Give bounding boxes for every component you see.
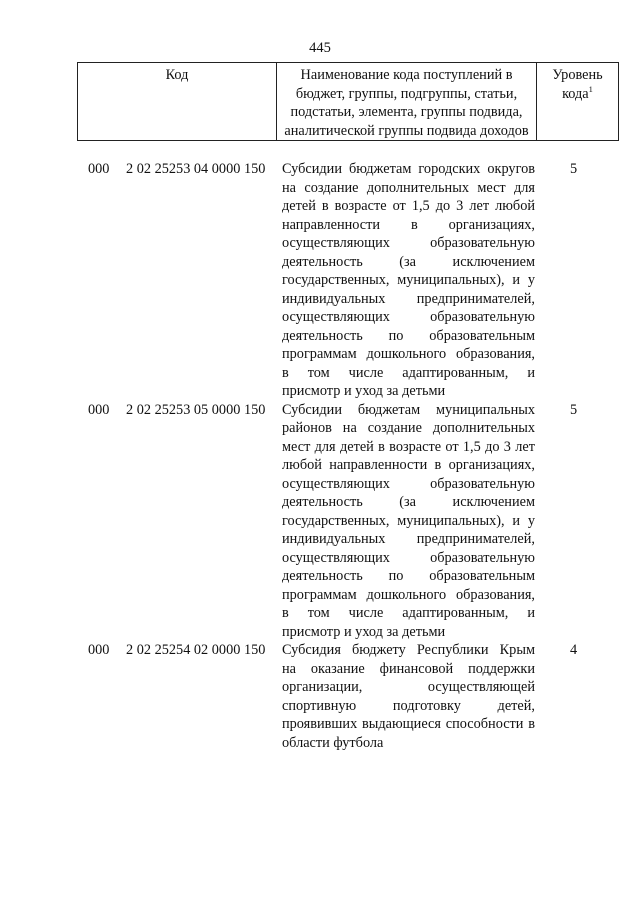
header-code-label: Код: [165, 67, 189, 83]
row-name-line: индивидуальных предпринимателей,: [282, 531, 535, 547]
row-name-line: осуществляющих образовательную: [282, 235, 535, 251]
row-name-line: в том числе адаптированным, и: [282, 364, 535, 381]
row-name-line: организации, осуществляющей: [282, 679, 535, 695]
row-code: 2 02 25253 04 0000 150: [126, 161, 266, 177]
row-name-line: программам дошкольного образования,: [282, 346, 535, 362]
page-number: 445: [309, 40, 331, 56]
header-level-label: Уровень кода: [552, 67, 603, 102]
row-name-line: программам дошкольного образования,: [282, 586, 535, 603]
row-name-line: на оказание финансовой поддержки: [282, 660, 535, 677]
row-name-line: Субсидия бюджету Республики Крым: [282, 642, 535, 658]
row-name-line: присмотр и уход за детьми: [282, 383, 446, 399]
row-name-line: осуществляющих образовательную: [282, 475, 535, 492]
row-name-line: индивидуальных предпринимателей,: [282, 290, 535, 307]
row-code-prefix: 000: [88, 401, 110, 418]
row-name-line: государственных, муниципальных), и у: [282, 272, 535, 288]
table-body: [0, 160, 640, 752]
table-row: [0, 160, 640, 401]
row-level: 5: [570, 161, 578, 177]
row-code: 2 02 25254 02 0000 150: [126, 642, 266, 658]
row-name-line: государственных, муниципальных), и у: [282, 512, 535, 529]
row-name-line: осуществляющих образовательную: [282, 309, 535, 325]
row-name-line: мест для детей в возрасте от 1,5 до 3 лет: [282, 438, 535, 455]
row-name-line: на создание дополнительных мест для: [282, 179, 535, 196]
row-level: 4: [570, 642, 578, 658]
table-row: [0, 641, 640, 752]
row-name-line: деятельность (за исключением: [282, 494, 535, 510]
row-name-line: направленности в организациях,: [282, 216, 535, 233]
header-code-cell: [78, 63, 277, 141]
row-name-line: деятельность (за исключением: [282, 253, 535, 270]
row-name-line: спортивную подготовку детей,: [282, 697, 535, 714]
row-name-line: любой направленности в организациях,: [282, 457, 535, 473]
row-name-line: детей в возрасте от 1,5 до 3 лет любой: [282, 198, 535, 214]
footnote-marker: 1: [588, 83, 593, 94]
row-name: [282, 401, 535, 642]
row-code-prefix: 000: [88, 161, 110, 177]
row-name-line: деятельность по образовательным: [282, 327, 535, 344]
row-name-line: деятельность по образовательным: [282, 568, 535, 584]
row-code-prefix: 000: [88, 642, 110, 658]
table-header: [77, 62, 619, 141]
table-row: [0, 401, 640, 642]
row-name-line: проявивших выдающиеся способности в: [282, 716, 535, 732]
row-level: 5: [570, 401, 578, 418]
header-name-label: Наименование кода поступлений в бюджет, группы, подгруппы, статьи, подстатьи, элемента, группы подвида, аналитической группы подвида доходов: [284, 67, 529, 139]
row-name-line: осуществляющих образовательную: [282, 549, 535, 566]
header-name-cell: [277, 63, 537, 141]
row-name-line: в том числе адаптированным, и: [282, 605, 535, 621]
row-code: 2 02 25253 05 0000 150: [126, 401, 266, 418]
header-level-cell: [537, 63, 619, 141]
row-name-line: Субсидии бюджетам городских округов: [282, 161, 535, 177]
row-name: [282, 641, 535, 752]
row-name-line: районов на создание дополнительных: [282, 420, 535, 436]
row-name: [282, 160, 535, 401]
row-name-line: Субсидии бюджетам муниципальных: [282, 401, 535, 418]
row-name-line: присмотр и уход за детьми: [282, 623, 446, 640]
row-name-line: области футбола: [282, 734, 384, 751]
